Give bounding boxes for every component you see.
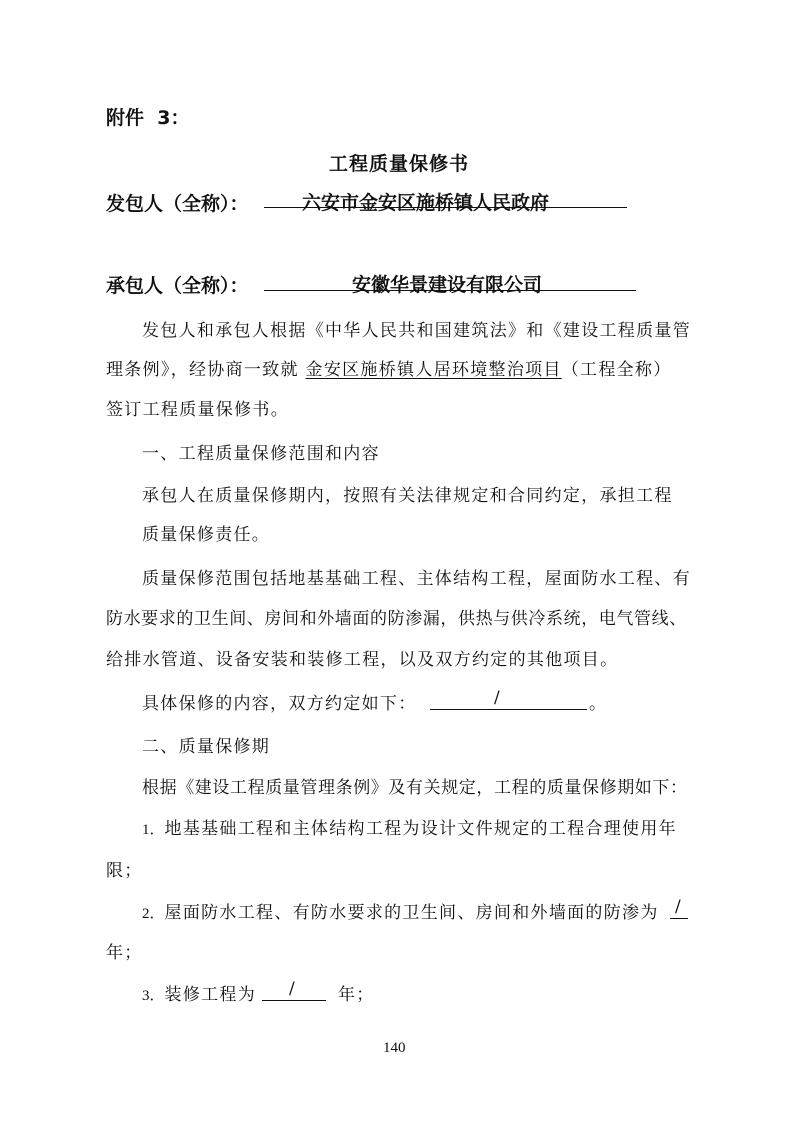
document-title: 工程质量保修书	[329, 153, 470, 175]
intro-line-2: 理条例》，经协商一致就 金安区施桥镇人居环境整治项目（工程全称）	[106, 360, 672, 380]
employer-name: 六安市金安区施桥镇人民政府	[302, 192, 550, 214]
project-name: 金安区施桥镇人居环境整治项目	[305, 360, 562, 380]
section-2-heading: 二、质量保修期	[142, 737, 271, 757]
item-2-line-2: 年；	[106, 943, 143, 963]
intro-line-1: 发包人和承包人根据《中华人民共和国建筑法》和《建设工程质量管	[142, 321, 691, 341]
item-2-value: /	[675, 897, 683, 917]
item-3-line: 3．装修工程为	[142, 985, 257, 1005]
section-1-p2-line-3: 给排水管道、设备安装和装修工程，以及双方约定的其他项目。	[106, 650, 619, 670]
section-1-heading: 一、工程质量保修范围和内容	[142, 444, 380, 464]
section-1-p2-line-1: 质量保修范围包括地基基础工程、主体结构工程，屋面防水工程、有	[142, 569, 691, 589]
item-2-underline	[670, 918, 688, 919]
attachment-label: 附件 3：	[106, 107, 190, 129]
contractor-label: 承包人（全称）：	[106, 275, 249, 297]
item-3-suffix: 年；	[338, 985, 375, 1005]
item-1-line-1: 1．地基基础工程和主体结构工程为设计文件规定的工程合理使用年	[142, 819, 677, 839]
item-3-underline	[262, 1000, 326, 1001]
section-1-p1-line-2: 质量保修责任。	[142, 525, 271, 545]
intro-line-3: 签订工程质量保修书。	[106, 400, 289, 420]
content-value: /	[494, 688, 502, 708]
employer-label: 发包人（全称）：	[106, 193, 249, 215]
contractor-name: 安徽华景建设有限公司	[352, 274, 543, 296]
content-suffix: 。	[589, 694, 608, 714]
section-1-p3-label: 具体保修的内容，双方约定如下：	[142, 694, 417, 714]
section-1-p2-line-2: 防水要求的卫生间、房间和外墙面的防渗漏，供热与供冷系统，电气管线、	[106, 609, 687, 629]
section-1-p1-line-1: 承包人在质量保修期内，按照有关法律规定和合同约定，承担工程	[142, 486, 673, 506]
item-3-value: /	[289, 979, 297, 999]
item-2-line-1: 2．屋面防水工程、有防水要求的卫生间、房间和外墙面的防渗为	[142, 903, 659, 923]
content-underline	[430, 709, 587, 710]
item-1-line-2: 限；	[106, 861, 143, 881]
section-2-intro: 根据《建设工程质量管理条例》及有关规定，工程的质量保修期如下：	[142, 778, 688, 798]
page-number: 140	[383, 1040, 406, 1056]
